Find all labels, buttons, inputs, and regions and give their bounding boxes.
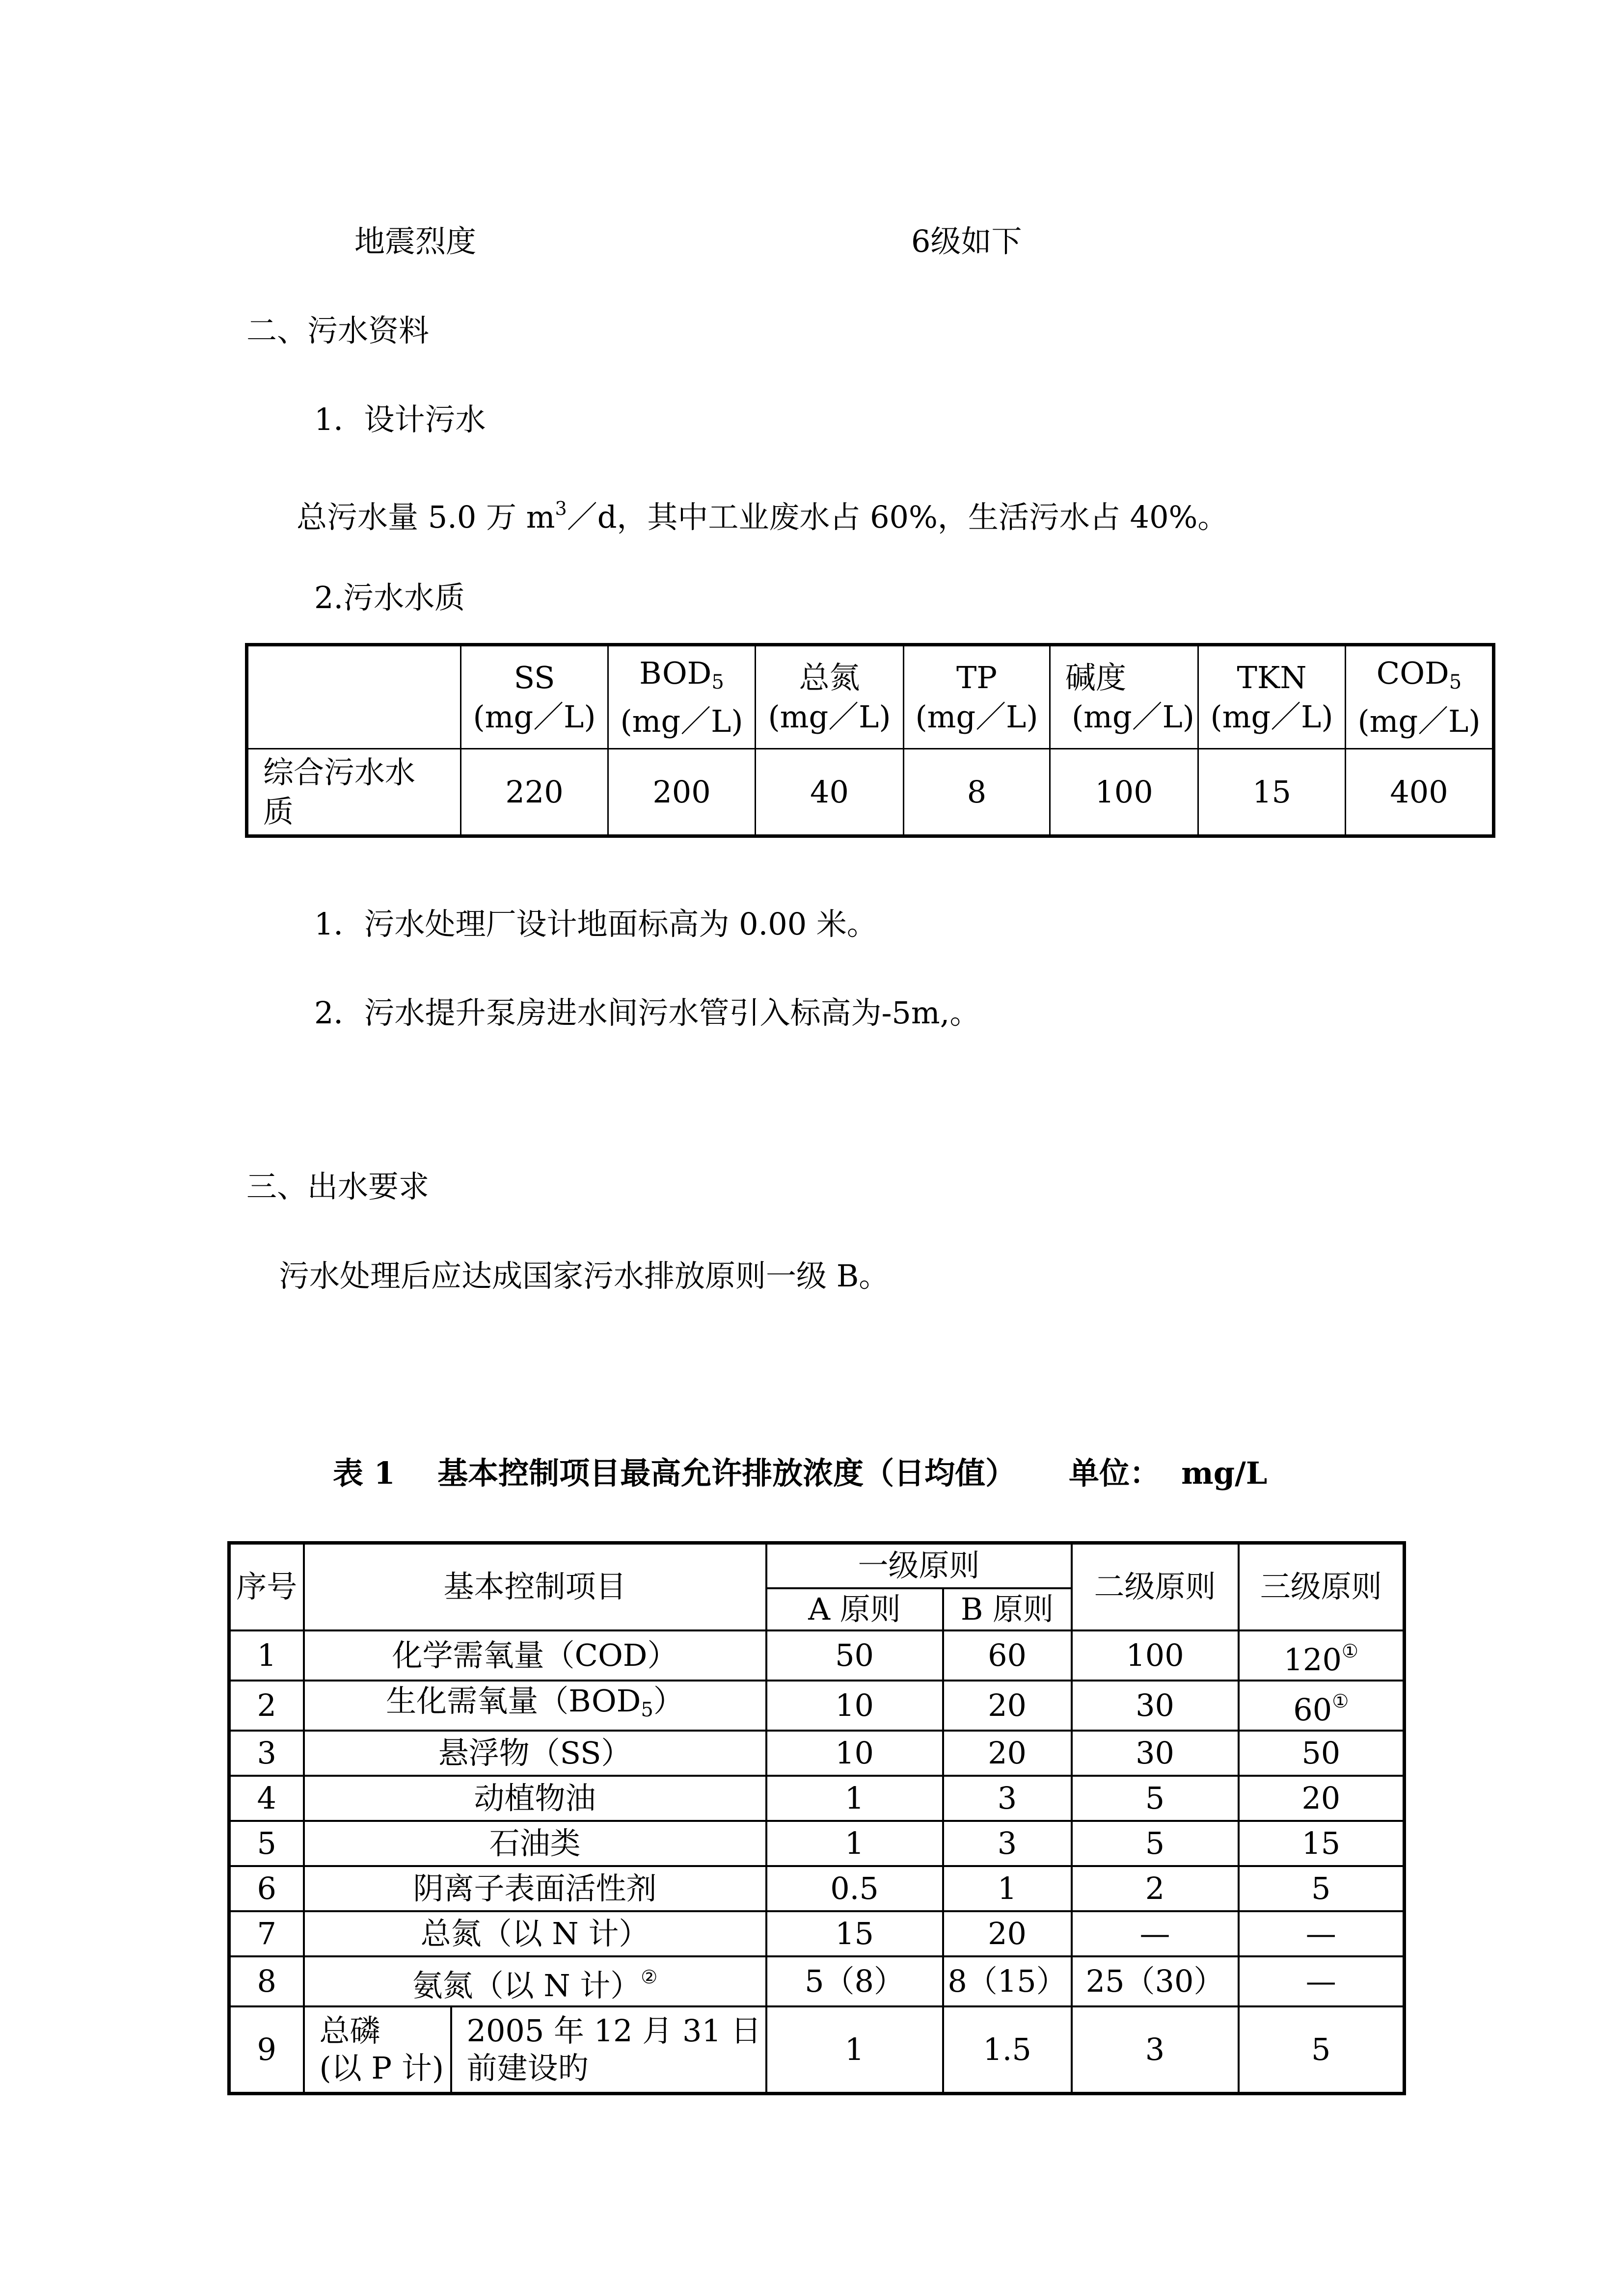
seismic-label: 地震烈度 xyxy=(354,223,477,259)
row-a: 10 xyxy=(766,1731,943,1776)
row-l3: 5 xyxy=(1239,2006,1405,2094)
row-b: 20 xyxy=(943,1681,1072,1731)
row-item: 动植物油 xyxy=(304,1776,766,1821)
discharge-limits-table xyxy=(227,1541,1406,2095)
row-a: 0.5 xyxy=(766,1866,943,1911)
row-a: 1 xyxy=(766,1776,943,1821)
water-header-alkalinity: 碱度 (mg／L) xyxy=(1050,645,1198,749)
table1-header-row-1 xyxy=(229,1543,1405,1588)
row-l2: 5 xyxy=(1072,1821,1239,1866)
table1-head-level2: 二级原则 xyxy=(1072,1543,1239,1630)
row-b: 3 xyxy=(943,1821,1072,1866)
table-row xyxy=(229,1681,1405,1731)
item1-title: 1．设计污水 xyxy=(314,401,486,437)
row-b: 60 xyxy=(943,1630,1072,1681)
row-seq: 4 xyxy=(229,1776,304,1821)
row-a: 1 xyxy=(766,1821,943,1866)
row-seq: 6 xyxy=(229,1866,304,1911)
seismic-value: 6级如下 xyxy=(911,223,1022,259)
row-seq: 7 xyxy=(229,1911,304,1956)
item1-text-sup: 3 xyxy=(555,498,567,519)
row-a: 15 xyxy=(766,1911,943,1956)
water-value-tkn: 15 xyxy=(1198,749,1346,836)
water-value-tp: 8 xyxy=(904,749,1050,836)
item2-title: 2.污水水质 xyxy=(314,580,465,615)
table-row xyxy=(229,1911,1405,1956)
water-header-row xyxy=(247,645,1494,749)
note-1: 1．污水处理厂设计地面标高为 0.00 米。 xyxy=(314,906,877,942)
row-l2: 3 xyxy=(1072,2006,1239,2094)
row-l2: 25（30） xyxy=(1072,1956,1239,2006)
row-l3: — xyxy=(1239,1911,1405,1956)
row-seq: 8 xyxy=(229,1956,304,2006)
row-a: 1 xyxy=(766,2006,943,2094)
water-header-tn: 总氮 (mg／L) xyxy=(756,645,904,749)
water-value-tn: 40 xyxy=(756,749,904,836)
row-item: 化学需氧量（COD） xyxy=(304,1630,766,1681)
table1-head-b: B 原则 xyxy=(943,1588,1072,1630)
water-header-tkn: TKN (mg／L) xyxy=(1198,645,1346,749)
table1-head-item: 基本控制项目 xyxy=(304,1543,766,1630)
item1-text-a: 总污水量 5.0 万 m xyxy=(297,499,555,535)
row-l3: 60① xyxy=(1239,1681,1405,1731)
row-l2: 5 xyxy=(1072,1776,1239,1821)
row-b: 20 xyxy=(943,1911,1072,1956)
row-b: 20 xyxy=(943,1731,1072,1776)
table-row xyxy=(229,1821,1405,1866)
table-row xyxy=(229,2006,1405,2094)
row-l2: 30 xyxy=(1072,1681,1239,1731)
row-l3: 50 xyxy=(1239,1731,1405,1776)
row-seq: 3 xyxy=(229,1731,304,1776)
row-l2: — xyxy=(1072,1911,1239,1956)
water-value-cod5: 400 xyxy=(1346,749,1494,836)
row-l3: 20 xyxy=(1239,1776,1405,1821)
row-l2: 2 xyxy=(1072,1866,1239,1911)
water-value-alkalinity: 100 xyxy=(1050,749,1198,836)
table-row xyxy=(229,1866,1405,1911)
water-row-label: 综合污水水 质 xyxy=(247,749,461,836)
row-item: 氨氮（以 N 计）② xyxy=(304,1956,766,2006)
table-row xyxy=(229,1731,1405,1776)
item1-text-b: ／d，其中工业废水占 60%，生活污水占 40%。 xyxy=(567,499,1228,535)
row-item: 阴离子表面活性剂 xyxy=(304,1866,766,1911)
water-header-empty xyxy=(247,645,461,749)
row-l3: — xyxy=(1239,1956,1405,2006)
row-l3: 15 xyxy=(1239,1821,1405,1866)
section3-heading: 三、出水要求 xyxy=(246,1169,430,1204)
table-row xyxy=(229,1956,1405,2006)
table1-head-level3: 三级原则 xyxy=(1239,1543,1405,1630)
row-a: 10 xyxy=(766,1681,943,1731)
section3-text: 污水处理后应达成国家污水排放原则一级 B。 xyxy=(279,1258,890,1294)
row-seq: 9 xyxy=(229,2006,304,2094)
water-value-ss: 220 xyxy=(461,749,608,836)
row-l2: 100 xyxy=(1072,1630,1239,1681)
water-value-bod5: 200 xyxy=(608,749,756,836)
row-a: 5（8） xyxy=(766,1956,943,2006)
table1-head-a: A 原则 xyxy=(766,1588,943,1630)
water-header-ss: SS (mg／L) xyxy=(461,645,608,749)
water-header-bod5: $BOD_5$ (mg／L) xyxy=(608,645,756,749)
row-item: 生化需氧量$(BOD_5)$ xyxy=(304,1681,766,1731)
row-item: 悬浮物（SS） xyxy=(304,1731,766,1776)
table1-head-seq: 序号 xyxy=(229,1543,304,1630)
note-2: 2．污水提升泵房进水间污水管引入标高为-5m,。 xyxy=(314,995,980,1031)
row-l2: 30 xyxy=(1072,1731,1239,1776)
row-seq: 1 xyxy=(229,1630,304,1681)
table-row xyxy=(229,1630,1405,1681)
row-b: 1 xyxy=(943,1866,1072,1911)
row-item-b: 2005 年 12 月 31 日 前建设旳 xyxy=(451,2006,766,2094)
row-b: 1.5 xyxy=(943,2006,1072,2094)
water-header-cod5: $COD_5$ (mg／L) xyxy=(1346,645,1494,749)
row-l3: 120① xyxy=(1239,1630,1405,1681)
row-item-a: 总磷 (以 P 计) xyxy=(304,2006,451,2094)
water-quality-table xyxy=(245,643,1495,838)
table1-head-level1: 一级原则 xyxy=(766,1543,1072,1588)
row-seq: 2 xyxy=(229,1681,304,1731)
item1-text xyxy=(297,489,1228,537)
table-row xyxy=(229,1776,1405,1821)
row-seq: 5 xyxy=(229,1821,304,1866)
table1-caption: 表 1 基本控制项目最高允许排放浓度（日均值） 单位： mg/L xyxy=(333,1455,1268,1491)
water-value-row xyxy=(247,749,1494,836)
row-b: 3 xyxy=(943,1776,1072,1821)
row-b: 8（15） xyxy=(943,1956,1072,2006)
row-l3: 5 xyxy=(1239,1866,1405,1911)
row-a: 50 xyxy=(766,1630,943,1681)
row-item: 总氮（以 N 计） xyxy=(304,1911,766,1956)
section2-heading: 二、污水资料 xyxy=(246,313,430,348)
water-header-tp: TP (mg／L) xyxy=(904,645,1050,749)
row-item: 石油类 xyxy=(304,1821,766,1866)
